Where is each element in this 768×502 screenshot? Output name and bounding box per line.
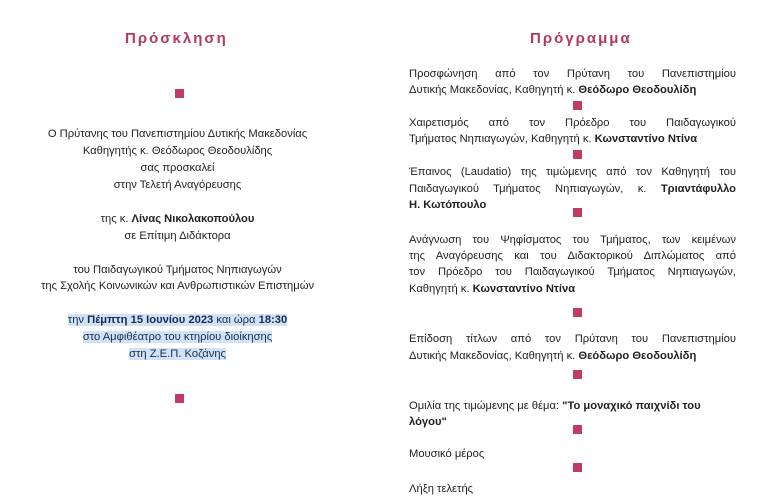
president-name: Κωνσταντίνο Ντίνα <box>594 133 698 145</box>
text: Δυτικής Μακεδονίας, Καθηγητή κ. <box>409 350 579 362</box>
program-item-7: Μουσικό μέρος <box>409 448 485 460</box>
program-item-4-cont: τον Πρόεδρο του Παιδαγωγικού Τμήματος Νηπιαγωγών, <box>409 266 736 278</box>
event-day: Πέμπτη 15 Ιουνίου 2023 <box>87 314 214 326</box>
program-item-6-cont: λόγου" <box>409 416 447 428</box>
program-item-4-cont: της Αναγόρευσης και του Διδακτορικού Διπλώματος από <box>409 250 736 262</box>
program-item-4: Ανάγνωση του Ψηφίσματος του Τμήματος, των κειμένων <box>409 234 736 246</box>
divider-square <box>573 425 582 434</box>
divider-square <box>573 370 582 379</box>
department-line: του Παιδαγωγικού Τμήματος Νηπιαγωγών <box>73 264 282 276</box>
rector-name: Θεόδωρο Θεοδουλίδη <box>578 84 697 96</box>
program-item-1: Προσφώνηση από τον Πρύτανη του Πανεπιστημίου <box>409 68 736 80</box>
program-item-2: Χαιρετισμός από τον Πρόεδρο του Παιδαγωγικού <box>409 117 736 129</box>
invitation-line: Ο Πρύτανης του Πανεπιστημίου Δυτικής Μακεδονίας <box>47 128 308 140</box>
speech-title: "Το μοναχικό παιχνίδι του <box>562 400 701 412</box>
divider-square <box>573 463 582 472</box>
program-item-5-cont <box>409 348 696 364</box>
event-place: στο Αμφιθέατρο του κτηρίου διοίκησης <box>82 331 273 343</box>
divider-square <box>175 394 184 403</box>
honoree-name: Λίνας Νικολακοπούλου <box>131 213 255 225</box>
divider-square <box>573 101 582 110</box>
divider-square <box>175 89 184 98</box>
program-item-2-cont <box>409 131 697 147</box>
text: Τμήματος Νηπιαγωγών, Καθηγητή κ. <box>409 133 595 145</box>
program-item-3: Έπαινος (Laudatio) της τιμώμενης από τον Καθηγητή του <box>409 166 736 178</box>
text: Παιδαγωγικού Τμήματος Νηπιαγωγών, κ. <box>409 183 661 195</box>
event-date-line <box>0 312 355 328</box>
program-item-1-cont <box>409 82 696 98</box>
divider-square <box>573 150 582 159</box>
text: Ομιλία της τιμώμενης με θέμα: <box>409 400 563 412</box>
program-item-4-end <box>409 281 575 297</box>
program-item-6 <box>409 398 701 414</box>
event-location: στη Ζ.Ε.Π. Κοζάνης <box>129 348 226 360</box>
divider-square <box>573 308 582 317</box>
event-location-line <box>0 346 355 362</box>
invitation-line: Καθηγητής κ. Θεόδωρος Θεοδουλίδης <box>82 145 273 157</box>
rector-name: Θεόδωρο Θεοδουλίδη <box>578 350 697 362</box>
text: Δυτικής Μακεδονίας, Καθηγητή κ. <box>409 84 579 96</box>
program-item-3-cont <box>409 181 736 197</box>
text: Καθηγητή κ. <box>409 283 473 295</box>
event-place-line <box>0 329 355 345</box>
invitation-line: στην Τελετή Αναγόρευσης <box>113 179 242 191</box>
school-line: της Σχολής Κοινωνικών και Ανθρωπιστικών Επιστημών <box>40 280 315 292</box>
professor-name: Τριαντάφυλλο <box>660 183 736 195</box>
program-item-8: Λήξη τελετής <box>409 483 474 495</box>
invitation-title: Πρόσκληση <box>125 30 228 47</box>
honoree-line <box>0 211 355 227</box>
event-time-prefix: και ώρα <box>213 314 259 326</box>
event-prefix: την <box>67 314 88 326</box>
divider-square <box>573 208 582 217</box>
program-item-5: Επίδοση τίτλων από τον Πρύτανη του Πανεπιστημίου <box>409 333 736 345</box>
invitation-line: σας προσκαλεί <box>140 162 215 174</box>
honoree-prefix: της κ. <box>100 213 132 225</box>
event-time: 18:30 <box>258 314 288 326</box>
honoree-title: σε Επίτιμη Διδάκτορα <box>124 230 231 242</box>
president-name: Κωνσταντίνο Ντίνα <box>472 283 576 295</box>
program-item-3-name: Η. Κωτόπουλο <box>409 199 487 211</box>
program-title: Πρόγραμμα <box>530 30 632 47</box>
